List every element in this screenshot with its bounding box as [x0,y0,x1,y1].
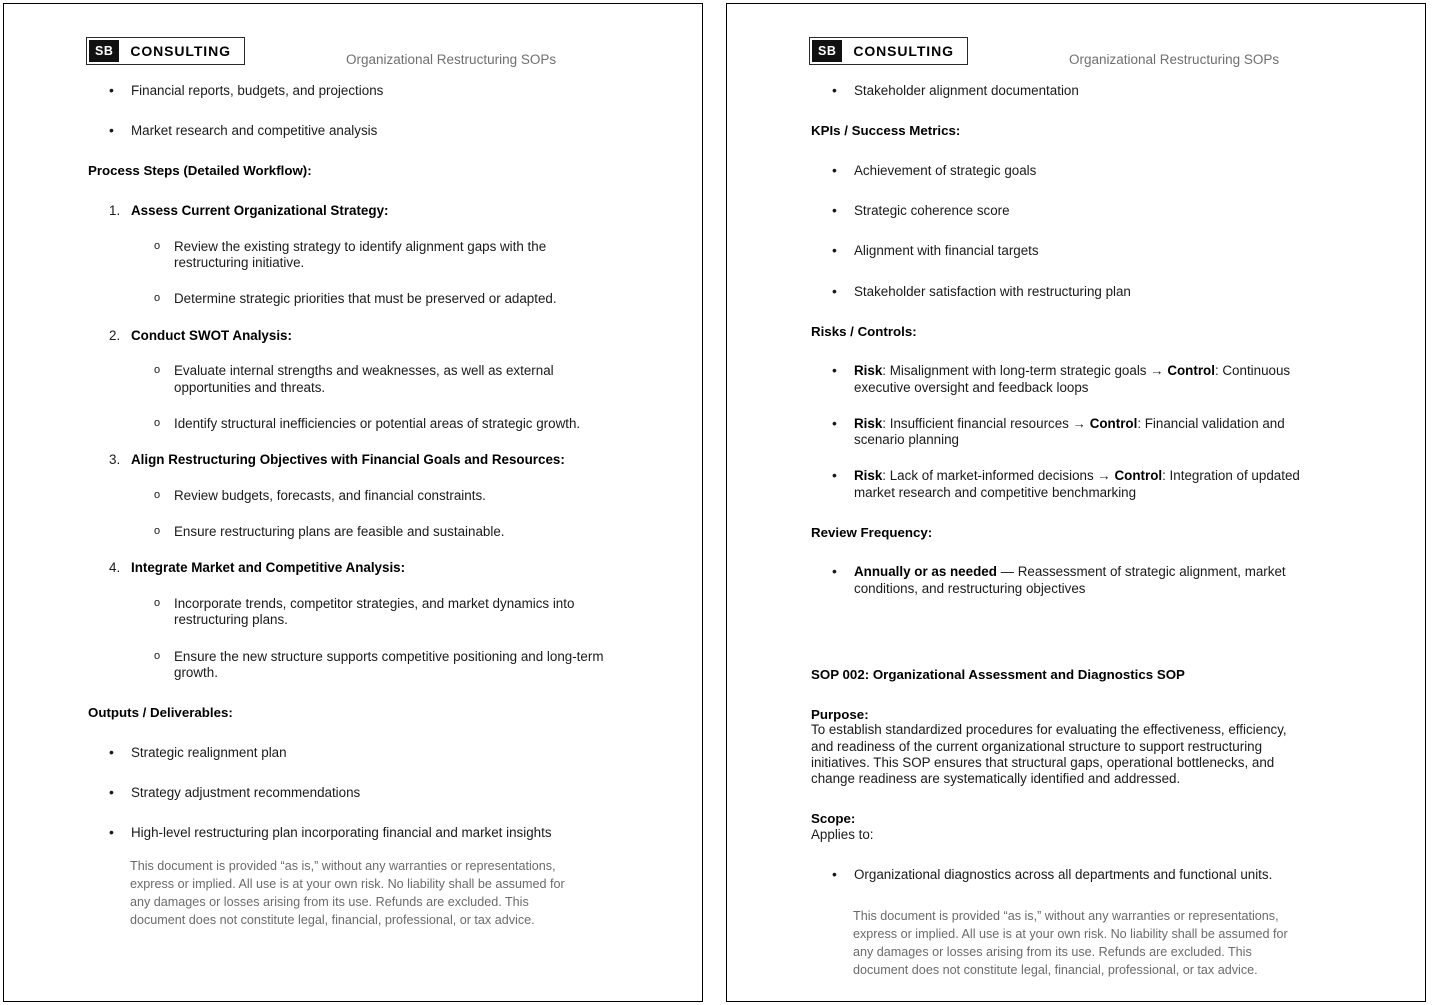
purpose-text: To establish standardized procedures for evaluating the effectiveness, efficiency, and readiness of the current organizational structure to support restructuring initiatives. This SOP ensures that structural gaps, operational bottlenecks, and change readiness are systematically identified and addressed. [811,722,1287,786]
risk-text: : Misalignment with long-term strategic goals [882,363,1151,379]
step-title: Integrate Market and Competitive Analysis: [131,560,406,576]
section-heading-review-frequency: Review Frequency: [811,524,933,540]
control-text: : Continuous executive oversight and feedback loops [854,363,1291,395]
control-label: Control [1110,468,1163,484]
control-label: Control [1163,363,1215,379]
scope-applies-to: Applies to: [811,826,874,842]
risk-label: Risk [854,468,883,484]
risk-control-item [832,363,1334,395]
legal-disclaimer: This document is provided “as is,” without any warranties or representations, express or implied. All use is at your own risk. No liability shall be assumed for any damages or losses arising from its use. Refunds are excluded. This document does not constitute legal, financial, professional, or tax advice. [130,859,565,928]
control-text: : Integration of updated market research and competitive benchmarking [854,468,1300,500]
header-title: Organizational Restructuring SOPs [346,52,557,67]
risk-label: Risk [854,415,883,431]
arrow-icon: → [1072,415,1086,431]
logo-mark-sb: SB [89,40,119,62]
step-title: Conduct SWOT Analysis: [131,327,292,343]
sub-list-item: o Determine strategic priorities that must be preserved or adapted. [152,291,622,307]
arrow-icon: → [1150,363,1164,379]
step-number: 4. [109,560,121,576]
section-heading-risks: Risks / Controls: [811,323,917,339]
numbered-step [109,203,680,219]
risk-control-item [832,468,1334,500]
sub-list-item: o Review the existing strategy to identify alignment gaps with the restructuring initiative. [152,239,622,271]
section-heading-process-steps: Process Steps (Detailed Workflow): [88,163,312,179]
review-frequency-bold: Annually or as needed [854,564,997,580]
risk-label: Risk [854,363,883,379]
control-text: : Financial validation and scenario planning [854,415,1285,448]
list-item: • Financial reports, budgets, and projections [109,83,611,99]
sub-list-item: o Incorporate trends, competitor strategies, and market dynamics into restructuring plans. [152,596,622,628]
numbered-step [109,560,680,576]
legal-disclaimer: This document is provided “as is,” without any warranties or representations, express or implied. All use is at your own risk. No liability shall be assumed for any damages or losses arising from its use. Refunds are excluded. This document does not constitute legal, financial, professional, or tax advice. [853,909,1288,978]
list-item: • Market research and competitive analysis [109,123,611,139]
list-item: • Achievement of strategic goals [832,163,1334,179]
list-item: • Stakeholder satisfaction with restructuring plan [832,284,1334,300]
review-frequency-item [832,564,1334,596]
sub-list-item: o Evaluate internal strengths and weaknesses, as well as external opportunities and threats. [152,363,622,395]
page-header-left [4,37,702,83]
control-label: Control [1085,415,1138,431]
sub-list-item: o Identify structural inefficiencies or potential areas of strategic growth. [152,416,622,432]
arrow-icon: → [1097,468,1111,484]
list-item: • Strategy adjustment recommendations [109,785,611,801]
page-content-left [4,83,702,929]
risk-text: : Insufficient financial resources [882,415,1073,431]
section-heading-outputs: Outputs / Deliverables: [88,705,233,720]
logo-wordmark: CONSULTING [853,43,954,59]
company-logo [809,37,968,65]
sub-list-item: o Review budgets, forecasts, and financial constraints. [152,488,622,504]
numbered-step [109,328,680,344]
list-item: • Strategic realignment plan [109,745,611,761]
company-logo [86,37,245,65]
list-item: • High-level restructuring plan incorporating financial and market insights [109,825,611,841]
step-title: Align Restructuring Objectives with Financial Goals and Resources: [131,452,565,468]
logo-wordmark: CONSULTING [130,43,231,59]
section-heading-scope: Scope: [811,811,856,827]
review-frequency-rest: — Reassessment of strategic alignment, market conditions, and restructuring objectives [854,564,1286,596]
logo-mark-sb: SB [812,40,842,62]
risk-control-item [832,416,1334,448]
list-item: • Stakeholder alignment documentation [832,83,1334,99]
list-item: • Organizational diagnostics across all departments and functional units. [832,867,1334,883]
step-number: 3. [109,452,121,468]
step-number: 1. [109,203,121,219]
sop-title: SOP 002: Organizational Assessment and Diagnostics SOP [811,666,1185,682]
page-content-right [727,83,1425,979]
list-item: • Strategic coherence score [832,203,1334,219]
section-heading-purpose: Purpose: [811,706,869,722]
page-right [726,3,1426,1002]
page-header-right [727,37,1425,83]
sub-list-item: o Ensure restructuring plans are feasible and sustainable. [152,524,622,540]
header-title: Organizational Restructuring SOPs [1069,52,1280,67]
section-heading-kpis: KPIs / Success Metrics: [811,123,961,139]
step-title: Assess Current Organizational Strategy: [131,203,389,219]
risk-text: : Lack of market-informed decisions [882,468,1098,484]
list-item: • Alignment with financial targets [832,243,1334,259]
page-left [3,3,703,1002]
sub-list-item: o Ensure the new structure supports competitive positioning and long-term growth. [152,649,622,681]
step-number: 2. [109,327,121,343]
numbered-step [109,452,680,468]
